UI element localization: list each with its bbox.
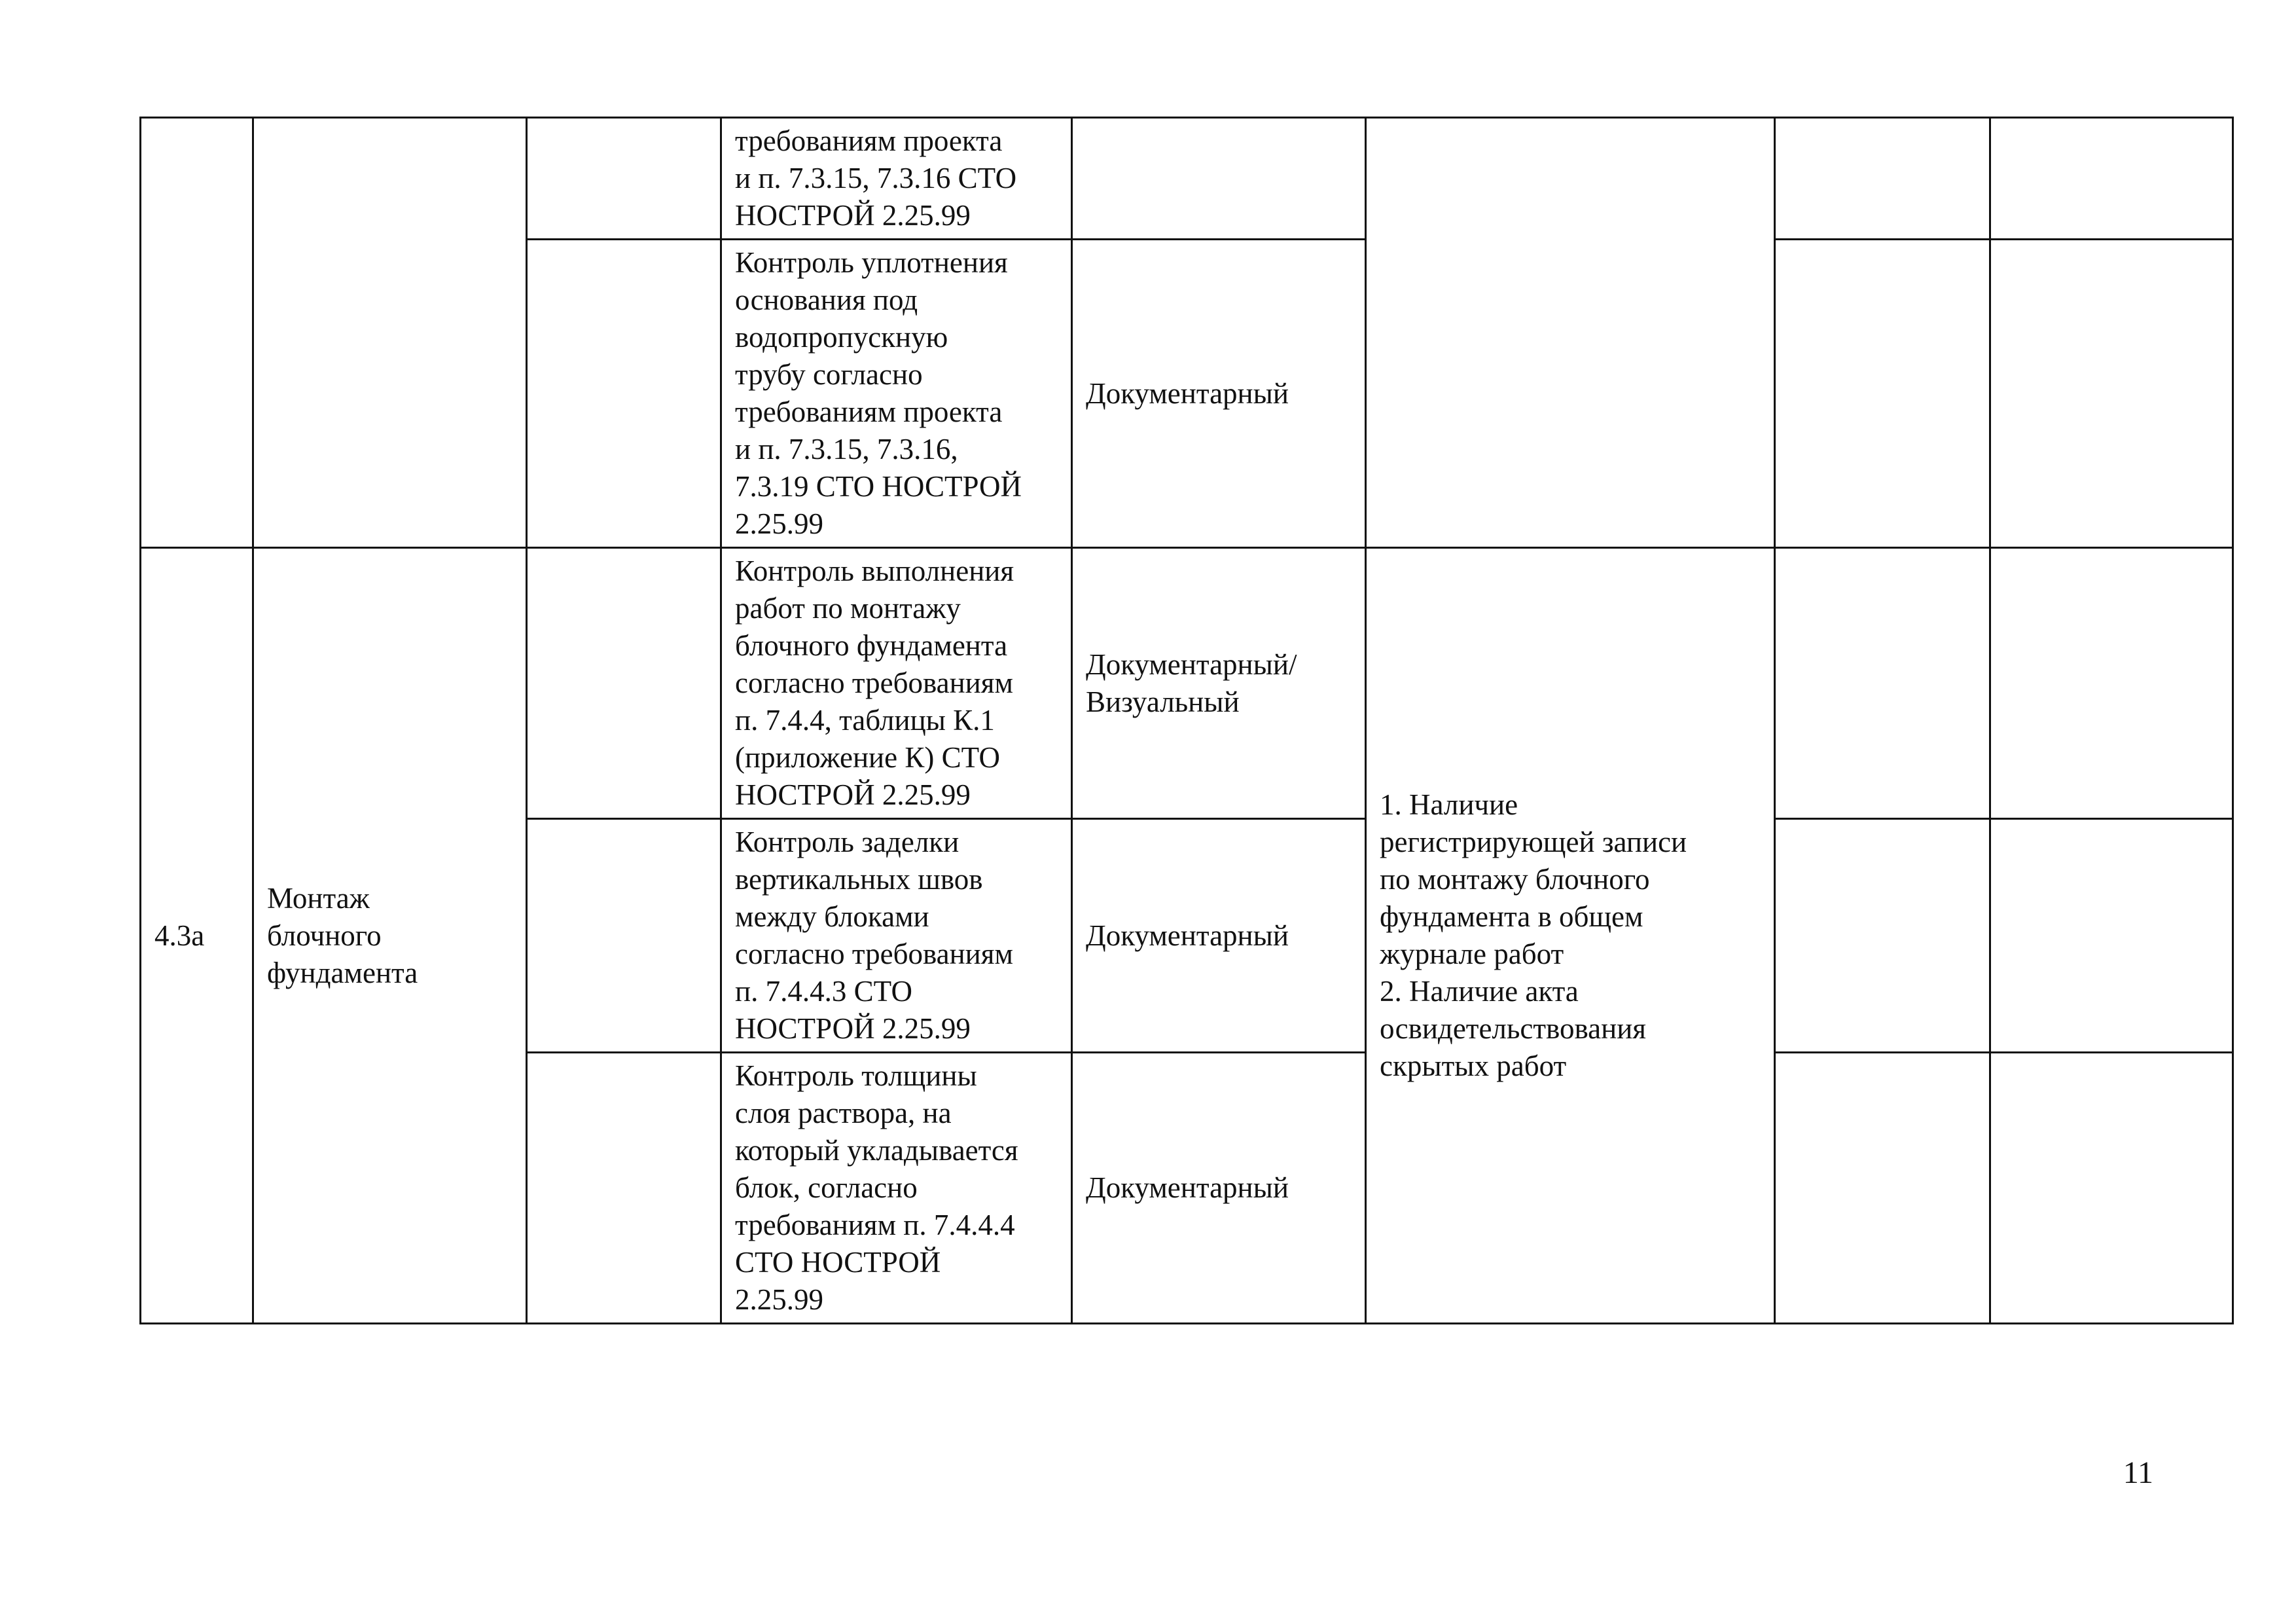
control-method-cell: Документарный bbox=[1072, 1053, 1366, 1324]
documents-cell bbox=[1366, 118, 1775, 548]
control-method-cell: Документарный bbox=[1072, 819, 1366, 1053]
empty-cell bbox=[527, 240, 721, 548]
control-method-cell: Документарный bbox=[1072, 240, 1366, 548]
table-row bbox=[141, 118, 2233, 240]
empty-cell bbox=[1775, 240, 1990, 548]
empty-cell bbox=[1990, 548, 2233, 819]
control-method-cell bbox=[1072, 118, 1366, 240]
table-row bbox=[141, 548, 2233, 819]
empty-cell bbox=[1775, 548, 1990, 819]
empty-cell bbox=[1775, 118, 1990, 240]
empty-cell bbox=[527, 548, 721, 819]
page-number: 11 bbox=[2123, 1455, 2153, 1490]
control-text-cell: Контроль выполнения работ по монтажу блочного фундамента согласно требованиям п. 7.4.4, таблицы К.1 (приложение К) СТО НОСТРОЙ 2.25.99 bbox=[721, 548, 1072, 819]
control-text-cell: Контроль толщины слоя раствора, на который укладывается блок, согласно требованиям п. 7.4.4.4 СТО НОСТРОЙ 2.25.99 bbox=[721, 1053, 1072, 1324]
empty-cell bbox=[1990, 1053, 2233, 1324]
control-method-cell: Документарный/ Визуальный bbox=[1072, 548, 1366, 819]
control-text-cell: требованиям проекта и п. 7.3.15, 7.3.16 СТО НОСТРОЙ 2.25.99 bbox=[721, 118, 1072, 240]
empty-cell bbox=[1775, 819, 1990, 1053]
empty-cell bbox=[1990, 240, 2233, 548]
work-name-cell: Монтаж блочного фундамента bbox=[253, 548, 527, 1324]
empty-cell bbox=[527, 1053, 721, 1324]
control-table bbox=[139, 117, 2234, 1324]
row-number-cell bbox=[141, 118, 253, 548]
control-text-cell: Контроль уплотнения основания под водопропускную трубу согласно требованиям проекта и п. 7.3.15, 7.3.16, 7.3.19 СТО НОСТРОЙ 2.25.99 bbox=[721, 240, 1072, 548]
empty-cell bbox=[1990, 118, 2233, 240]
documents-cell: 1. Наличие регистрирующей записи по монтажу блочного фундамента в общем журнале работ 2. Наличие акта освидетельствования скрытых работ bbox=[1366, 548, 1775, 1324]
empty-cell bbox=[1990, 819, 2233, 1053]
empty-cell bbox=[527, 819, 721, 1053]
control-text-cell: Контроль заделки вертикальных швов между блоками согласно требованиям п. 7.4.4.3 СТО НОСТРОЙ 2.25.99 bbox=[721, 819, 1072, 1053]
empty-cell bbox=[527, 118, 721, 240]
empty-cell bbox=[1775, 1053, 1990, 1324]
work-name-cell bbox=[253, 118, 527, 548]
row-number-cell: 4.3а bbox=[141, 548, 253, 1324]
